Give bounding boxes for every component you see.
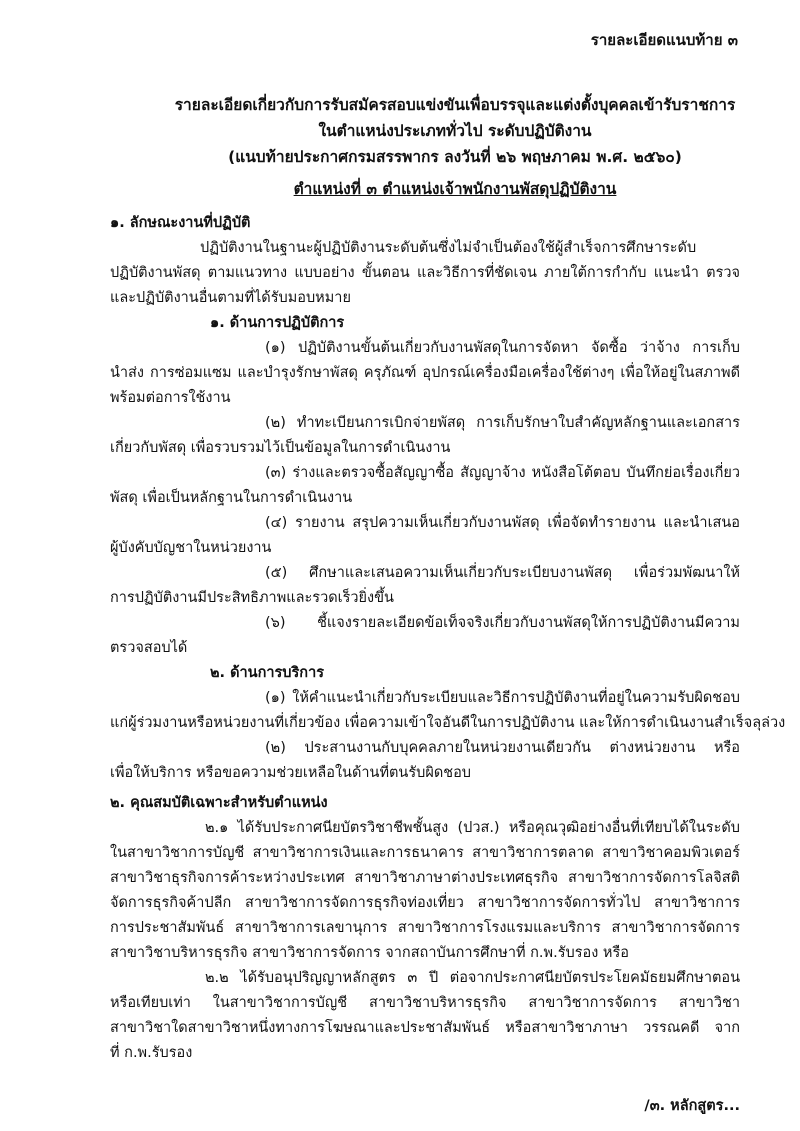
text-line: ปฏิบัติงานพัสดุ ตามแนวทาง แบบอย่าง ขั้นตอน และวิธีการที่ชัดเจน ภายใต้การกำกับ แนะนำ ตรวจ: [110, 265, 740, 281]
section-heading: [110, 211, 740, 236]
text-line: การประชาสัมพันธ์ สาขาวิชาการเลขานุการ สาขาวิชาการโรงแรมและบริการ สาขาวิชาการจัดการ: [110, 920, 740, 936]
text-line: ๒. ด้านการบริการ: [210, 665, 324, 681]
attachment-label: รายละเอียดแนบท้าย ๓: [590, 31, 738, 49]
text-line: หรือเทียบเท่า ในสาขาวิชาการบัญชี สาขาวิชาบริหารธุรกิจ สาขาวิชาการจัดการ สาขาวิชา: [110, 995, 740, 1011]
text-line: (๒) ประสานงานกับบุคคลภายในหน่วยงานเดียวกัน ต่างหน่วยงาน หรือ: [265, 740, 740, 756]
title-line-3: (แนบท้ายประกาศกรมสรรพากร ลงวันที่ ๒๖ พฤษภาคม พ.ศ. ๒๕๖๐): [228, 148, 682, 166]
paragraph: [110, 816, 740, 966]
paragraph: [110, 236, 740, 311]
paragraph: [110, 736, 740, 786]
text-line: ๒.๒ ได้รับอนุปริญญาหลักสูตร ๓ ปี ต่อจากประกาศนียบัตรประโยคมัธยมศึกษาตอน: [205, 970, 740, 986]
text-line: การปฏิบัติงานมีประสิทธิภาพและรวดเร็วยิ่งขึ้น: [110, 590, 394, 606]
paragraph: [110, 411, 740, 461]
paragraph: [110, 561, 740, 611]
text-line: (๒) ทำทะเบียนการเบิกจ่ายพัสดุ การเก็บรักษาใบสำคัญหลักฐานและเอกสาร: [265, 415, 740, 431]
document-title: [110, 92, 800, 202]
text-line: (๑) ให้คำแนะนำเกี่ยวกับระเบียบและวิธีการปฏิบัติงานที่อยู่ในความรับผิดชอบ: [265, 690, 740, 706]
text-line: ปฏิบัติงานในฐานะผู้ปฏิบัติงานระดับต้นซึ่งไม่จำเป็นต้องใช้ผู้สำเร็จการศึกษาระดับ: [200, 240, 697, 256]
title-line-1: รายละเอียดเกี่ยวกับการรับสมัครสอบแข่งขันเพื่อบรรจุและแต่งตั้งบุคคลเข้ารับราชการ: [174, 96, 736, 114]
text-line: นำส่ง การซ่อมแซม และบำรุงรักษาพัสดุ ครุภัณฑ์ อุปกรณ์เครื่องมือเครื่องใช้ต่างๆ เพื่อให้อยู่ในสภาพดี: [110, 365, 740, 381]
paragraph: [110, 336, 740, 411]
text-line: เกี่ยวกับพัสดุ เพื่อรวบรวมไว้เป็นข้อมูลในการดำเนินงาน: [110, 440, 451, 456]
paragraph: [110, 686, 786, 736]
text-line: (๖) ชี้แจงรายละเอียดข้อเท็จจริงเกี่ยวกับงานพัสดุให้การปฏิบัติงานมีความ: [265, 615, 740, 631]
text-line: และปฏิบัติงานอื่นตามที่ได้รับมอบหมาย: [110, 290, 351, 306]
text-line: (๕) ศึกษาและเสนอความเห็นเกี่ยวกับระเบียบงานพัสดุ เพื่อร่วมพัฒนาให้: [265, 565, 740, 581]
text-line: ผู้บังคับบัญชาในหน่วยงาน: [110, 540, 272, 556]
text-line: สาขาวิชาบริหารธุรกิจ สาขาวิชาการจัดการ จากสถาบันการศึกษาที่ ก.พ.รับรอง หรือ: [110, 945, 629, 961]
position-title: ตำแหน่งที่ ๓ ตำแหน่งเจ้าพนักงานพัสดุปฏิบัติงาน: [293, 180, 617, 198]
text-line: (๓) ร่างและตรวจซื้อสัญญาซื้อ สัญญาจ้าง หนังสือโต้ตอบ บันทึกย่อเรื่องเกี่ยว: [265, 465, 740, 481]
text-line: ๑. ลักษณะงานที่ปฏิบัติ: [110, 215, 251, 231]
text-line: แก่ผู้ร่วมงานหรือหน่วยงานที่เกี่ยวข้อง เพื่อความเข้าใจอันดีในการปฏิบัติงาน และให้การดำเนินงานสำเร็จลุล่วง: [110, 715, 786, 731]
text-line: ๑. ด้านการปฏิบัติการ: [210, 315, 345, 331]
section-heading: [110, 311, 740, 336]
text-line: เพื่อให้บริการ หรือขอความช่วยเหลือในด้านที่ตนรับผิดชอบ: [110, 765, 471, 781]
continuation-note: /๓. หลักสูตร...: [644, 1098, 740, 1114]
text-line: สาขาวิชาใดสาขาวิชาหนึ่งทางการโฆษณาและประชาสัมพันธ์ หรือสาขาวิชาภาษา วรรณคดี จาก: [110, 1020, 740, 1036]
text-line: (๑) ปฏิบัติงานขั้นต้นเกี่ยวกับงานพัสดุในการจัดหา จัดซื้อ ว่าจ้าง การเก็บ: [265, 340, 740, 356]
section-heading: [110, 791, 740, 816]
title-line-2: ในตำแหน่งประเภททั่วไป ระดับปฏิบัติงาน: [318, 122, 592, 140]
paragraph: [110, 461, 740, 511]
text-line: จัดการธุรกิจค้าปลีก สาขาวิชาการจัดการธุรกิจท่องเที่ยว สาขาวิชาการจัดการทั่วไป สาขาวิชาการ: [110, 895, 740, 911]
text-line: สาขาวิชาธุรกิจการค้าระหว่างประเทศ สาขาวิชาภาษาต่างประเทศธุรกิจ สาขาวิชาการจัดการโลจิสติ: [110, 870, 740, 886]
text-line: ๒. คุณสมบัติเฉพาะสำหรับตำแหน่ง: [110, 795, 328, 811]
paragraph: [110, 966, 740, 1066]
text-line: ตรวจสอบได้: [110, 640, 188, 656]
text-line: ในสาขาวิชาการบัญชี สาขาวิชาการเงินและการธนาคาร สาขาวิชาการตลาด สาขาวิชาคอมพิวเตอร์: [110, 845, 740, 861]
text-line: ๒.๑ ได้รับประกาศนียบัตรวิชาชีพชั้นสูง (ปวส.) หรือคุณวุฒิอย่างอื่นที่เทียบได้ในระดับ: [205, 820, 740, 836]
paragraph: [110, 511, 740, 561]
section-heading: [110, 661, 740, 686]
text-line: ที่ ก.พ.รับรอง: [110, 1045, 193, 1061]
document-body: [110, 206, 786, 1066]
text-line: พร้อมต่อการใช้งาน: [110, 390, 231, 406]
text-line: (๔) รายงาน สรุปความเห็นเกี่ยวกับงานพัสดุ เพื่อจัดทำรายงาน และนำเสนอ: [265, 515, 740, 531]
text-line: พัสดุ เพื่อเป็นหลักฐานในการดำเนินงาน: [110, 490, 353, 506]
paragraph: [110, 611, 740, 661]
